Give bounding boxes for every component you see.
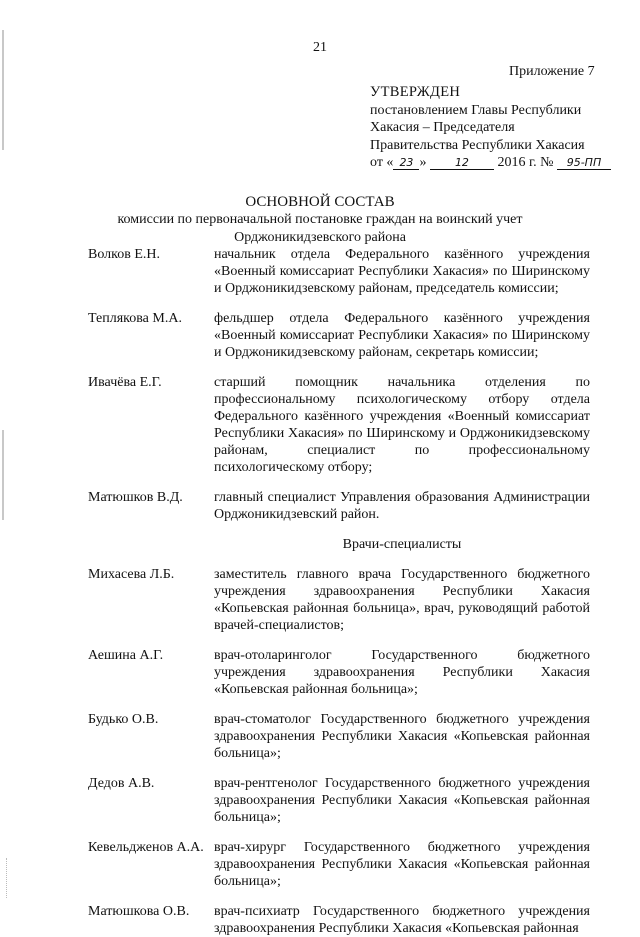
members-list [88, 246, 590, 937]
doctor-row [88, 647, 590, 698]
doctor-name: Матюшкова О.В. [88, 904, 190, 919]
title-subtitle: Орджоникидзевского района [234, 230, 406, 245]
member-row [88, 246, 590, 297]
appendix-label: Приложение 7 [509, 64, 595, 79]
date-year: 2016 г. № [497, 155, 554, 170]
doctor-position: врач-хирург Государственного бюджетного учреждения здравоохранения Республики Хакасия «Копьевская районная больница»; [214, 840, 590, 889]
doctor-name: Будько О.В. [88, 712, 159, 727]
doctor-position: врач-психиатр Государственного бюджетного учреждения здравоохранения Республики Хакасия «Копьевская районная [214, 904, 590, 936]
approval-line: Хакасия – Председателя [370, 120, 515, 135]
member-name: Теплякова М.А. [88, 311, 182, 326]
doctor-row [88, 775, 590, 826]
doctor-position: врач-стоматолог Государственного бюджетного учреждения здравоохранения Республики Хакасия «Копьевская районная больница»; [214, 712, 590, 761]
page-number: 21 [313, 40, 327, 55]
title-subtitle: комиссии по первоначальной постановке граждан на воинский учет [117, 212, 523, 227]
member-position: главный специалист Управления образования Администрации Орджоникидзевский район. [214, 490, 590, 522]
section-title: Врачи-специалисты [342, 537, 462, 552]
approval-line: Правительства Республики Хакасия [370, 137, 585, 153]
member-position: начальник отдела Федерального казённого учреждения «Военный комиссариат Республики Хакасия» по Ширинскому и Орджоникидзевскому районам, председатель комиссии; [214, 247, 590, 296]
member-position: фельдшер отдела Федерального казённого учреждения «Военный комиссариат Республики Хакасия» по Ширинскому и Орджоникидзевскому районам, секретарь комиссии; [214, 311, 590, 360]
member-name: Ивачёва Е.Г. [88, 375, 162, 390]
approval-stamp: УТВЕРЖДЕН [370, 84, 461, 100]
approval-date-line [370, 154, 611, 172]
document-title [0, 193, 640, 247]
doctor-name: Кевельдженов А.А. [88, 840, 204, 855]
member-position: старший помощник начальника отделения по профессиональному психологическому отбору отдела Федерального казённого учреждения «Военный комиссариат Республики Хакасия» по Ширинскому и Орджоникидзевскому районам, специалист по профессиональному психологическому отбору; [214, 375, 590, 475]
approval-line: постановлением Главы Республики [370, 102, 582, 118]
doctor-position: врач-рентгенолог Государственного бюджетного учреждения здравоохранения Республики Хакасия «Копьевская районная больница»; [214, 776, 590, 825]
title-main: ОСНОВНОЙ СОСТАВ [245, 194, 395, 210]
scan-artifact [6, 858, 41, 898]
member-name: Матюшков В.Д. [88, 490, 183, 505]
date-mid: » [419, 155, 427, 170]
doctor-name: Аешина А.Г. [88, 648, 164, 663]
doctor-position: врач-отоларинголог Государственного бюджетного учреждения здравоохранения Республики Хакасия «Копьевская районная больница»; [214, 648, 590, 697]
member-row [88, 374, 590, 476]
approval-block [370, 84, 611, 172]
member-name: Волков Е.Н. [88, 247, 161, 262]
doctor-row [88, 903, 590, 937]
date-month: 12 [430, 157, 494, 170]
member-row [88, 310, 590, 361]
date-day: 23 [393, 157, 419, 170]
doctor-row [88, 566, 590, 634]
document-number: 95-ПП [557, 157, 611, 170]
doctor-row [88, 711, 590, 762]
date-prefix: от « [370, 155, 394, 170]
doctor-name: Михасева Л.Б. [88, 567, 175, 582]
doctor-name: Дедов А.В. [88, 776, 155, 791]
doctor-row [88, 839, 590, 890]
scan-artifact [2, 430, 4, 520]
member-row [88, 489, 590, 523]
doctor-position: заместитель главного врача Государственного бюджетного учреждения здравоохранения Республики Хакасия «Копьевская районная больница», врач, руководящий работой врачей-специалистов; [214, 567, 590, 633]
